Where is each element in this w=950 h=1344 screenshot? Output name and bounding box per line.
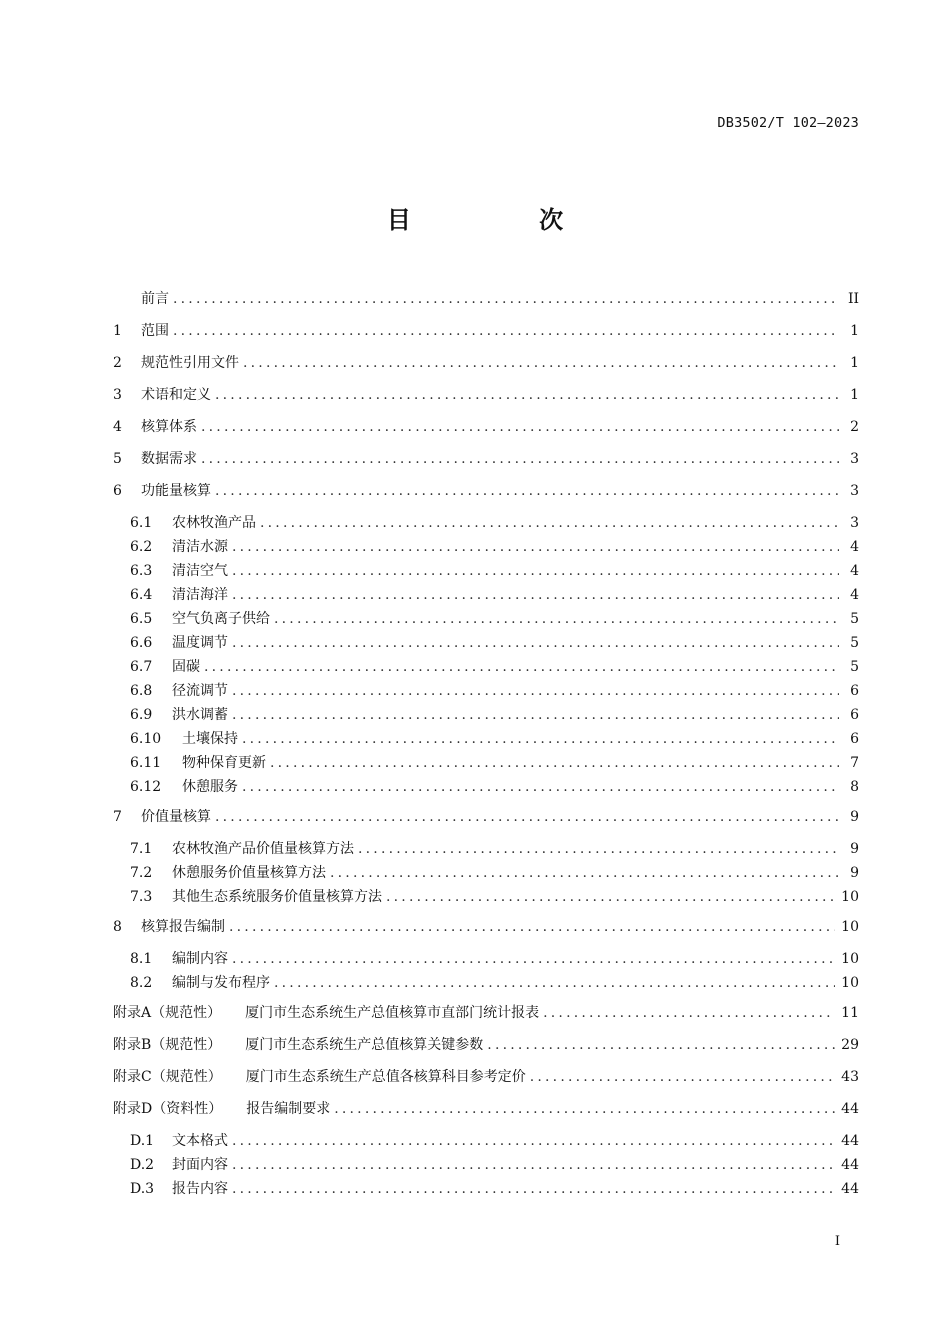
toc-entry-page: 5 [850,635,859,651]
toc-entry-number: 8.2 [130,975,153,991]
toc-entry-label: 前言 [141,291,169,307]
toc-entry-label: 报告编制要求 [246,1101,331,1117]
toc-entry-label: 编制与发布程序 [172,975,270,991]
toc-entry-label: 清洁水源 [172,539,228,555]
toc-entry-page: 10 [841,889,859,905]
toc-entry-label: 农林牧渔产品价值量核算方法 [172,841,354,857]
toc-entry-label: 厦门市生态系统生产总值各核算科目参考定价 [245,1069,526,1085]
toc-entry-label: 土壤保持 [182,731,238,747]
toc-leader-dots [243,351,839,375]
toc-leader-dots [201,415,839,439]
toc-entry-page: 44 [841,1157,859,1173]
toc-entry-number: D.2 [130,1157,155,1173]
toc-entry-label: 功能量核算 [141,483,211,499]
toc-leader-dots [330,861,839,885]
toc-entry-label: 编制内容 [172,951,228,967]
toc-entry-page: 2 [850,419,859,435]
page-number: I [834,1234,840,1249]
toc-entry-label: 休憩服务价值量核算方法 [172,865,326,881]
toc-leader-dots [270,751,839,775]
toc-entry-page: 10 [841,951,859,967]
toc-entry-annex-type: （规范性） [151,1069,222,1085]
toc-leader-dots [232,679,839,703]
toc-leader-dots [386,885,835,909]
toc-entry-page: 1 [850,323,859,339]
toc-entry-page: 8 [850,779,859,795]
toc-entry[interactable] [113,351,859,383]
toc-entry-label: 厦门市生态系统生产总值核算关键参数 [245,1037,484,1053]
toc-entry[interactable] [113,447,859,479]
toc-entry-page: 9 [850,841,859,857]
toc-entry-page: 3 [850,483,859,499]
toc-entry-label: 温度调节 [172,635,228,651]
toc-entry[interactable] [113,479,859,511]
toc-leader-dots [358,837,839,861]
toc-entry[interactable] [113,287,859,319]
toc-entry-label: 范围 [141,323,169,339]
toc-leader-dots [232,1129,835,1153]
toc-leader-dots [334,1097,835,1121]
toc-entry[interactable] [113,415,859,447]
toc-entry[interactable] [113,655,859,679]
toc-entry-number: 附录B [113,1037,152,1053]
toc-entry[interactable] [113,805,859,837]
toc-entry-page: 29 [841,1037,859,1053]
toc-entry-number: 3 [113,387,122,403]
toc-entry-label: 术语和定义 [141,387,211,403]
toc-entry[interactable] [113,775,859,799]
toc-entry-page: 9 [850,865,859,881]
toc-leader-dots [232,559,839,583]
toc-entry-label: 规范性引用文件 [141,355,239,371]
toc-entry[interactable] [113,319,859,351]
toc-entry-number: 1 [113,323,122,339]
toc-entry-number: 7 [113,809,122,825]
toc-entry-annex-type: （规范性） [151,1005,222,1021]
toc-entry-number: 6 [113,483,122,499]
toc-entry-page: 6 [850,731,859,747]
toc-entry-number: 6.10 [130,731,162,747]
toc-entry-number: 6.12 [130,779,162,795]
toc-entry-label: 清洁海洋 [172,587,228,603]
toc-leader-dots [530,1065,835,1089]
toc-entry-number: 6.7 [130,659,153,675]
toc-entry-number: D.3 [130,1181,155,1197]
toc-entry-number: 6.2 [130,539,153,555]
toc-entry[interactable] [113,885,859,909]
toc-entry[interactable] [113,1033,859,1065]
toc-entry[interactable] [113,583,859,607]
toc-entry[interactable] [113,1065,859,1097]
toc-entry-label: 洪水调蓄 [172,707,228,723]
toc-leader-dots [242,727,839,751]
toc-leader-dots [173,287,839,311]
toc-entry[interactable] [113,511,859,535]
toc-entry[interactable] [113,679,859,703]
toc-entry[interactable] [113,915,859,947]
toc-entry-page: 5 [850,611,859,627]
toc-entry-page: II [847,291,859,307]
toc-entry-page: 44 [841,1101,859,1117]
toc-entry-page: 4 [850,563,859,579]
toc-leader-dots [232,703,839,727]
toc-entry-label: 农林牧渔产品 [172,515,256,531]
toc-entry-page: 3 [850,451,859,467]
toc-entry-page: 5 [850,659,859,675]
toc-entry[interactable] [113,559,859,583]
toc-entry[interactable] [113,535,859,559]
toc-entry-label: 数据需求 [141,451,197,467]
toc-leader-dots [215,479,839,503]
toc-leader-dots [232,631,839,655]
toc-entry-number: 6.5 [130,611,153,627]
toc-entry-number: 2 [113,355,122,371]
toc-entry-number: 7.2 [130,865,153,881]
toc-entry-label: 核算报告编制 [141,919,225,935]
toc-entry-page: 11 [841,1005,859,1021]
toc-entry[interactable] [113,1153,859,1177]
toc-leader-dots [232,1153,835,1177]
toc-entry-page: 6 [850,707,859,723]
toc-entry-number: 4 [113,419,122,435]
toc-entry-page: 44 [841,1181,859,1197]
table-of-contents [113,287,859,1201]
toc-entry-number: 6.9 [130,707,153,723]
toc-entry-label: 空气负离子供给 [172,611,270,627]
toc-leader-dots [274,607,839,631]
toc-entry-label: 休憩服务 [182,779,238,795]
toc-leader-dots [232,947,835,971]
toc-entry-label: 价值量核算 [141,809,211,825]
toc-entry[interactable] [113,1129,859,1153]
toc-entry-annex-type: （资料性） [152,1101,223,1117]
toc-entry-label: 径流调节 [172,683,228,699]
toc-entry-label: 报告内容 [172,1181,228,1197]
toc-leader-dots [232,583,839,607]
toc-entry[interactable] [113,861,859,885]
toc-entry-page: 7 [850,755,859,771]
toc-leader-dots [260,511,839,535]
toc-entry-number: 附录A [113,1005,152,1021]
toc-entry[interactable] [113,751,859,775]
toc-leader-dots [201,447,839,471]
toc-entry[interactable] [113,1001,859,1033]
toc-entry-number: 6.4 [130,587,153,603]
toc-entry-number: 8 [113,919,122,935]
toc-leader-dots [487,1033,835,1057]
toc-entry-page: 10 [841,919,859,935]
toc-entry-number: D.1 [130,1133,155,1149]
toc-entry-number: 附录C [113,1069,152,1085]
toc-entry-label: 厦门市生态系统生产总值核算市直部门统计报表 [245,1005,540,1021]
toc-entry-label: 核算体系 [141,419,197,435]
toc-entry-page: 3 [850,515,859,531]
toc-entry-number: 6.11 [130,755,162,771]
toc-entry[interactable] [113,971,859,995]
toc-entry-label: 固碳 [172,659,200,675]
toc-entry-label: 其他生态系统服务价值量核算方法 [172,889,382,905]
toc-entry[interactable] [113,703,859,727]
toc-entry-page: 1 [850,387,859,403]
toc-leader-dots [215,805,839,829]
toc-leader-dots [173,319,839,343]
toc-leader-dots [232,1177,835,1201]
toc-entry-page: 4 [850,587,859,603]
toc-entry-label: 封面内容 [172,1157,228,1173]
page-title: 目 次 [386,206,624,234]
toc-entry[interactable] [113,631,859,655]
toc-leader-dots [242,775,839,799]
toc-entry-annex-type: （规范性） [151,1037,222,1053]
toc-entry[interactable] [113,727,859,751]
toc-entry-page: 1 [850,355,859,371]
toc-entry-number: 6.3 [130,563,153,579]
toc-entry-number: 8.1 [130,951,153,967]
toc-entry-page: 43 [841,1069,859,1085]
toc-entry-number: 6.8 [130,683,153,699]
toc-entry[interactable] [113,837,859,861]
toc-entry-label: 物种保育更新 [182,755,266,771]
toc-leader-dots [543,1001,835,1025]
toc-entry-label: 清洁空气 [172,563,228,579]
toc-leader-dots [204,655,839,679]
toc-entry-page: 10 [841,975,859,991]
toc-leader-dots [215,383,839,407]
toc-entry-page: 44 [841,1133,859,1149]
toc-entry-number: 7.3 [130,889,153,905]
toc-entry-number: 附录D [113,1101,153,1117]
toc-entry-page: 9 [850,809,859,825]
toc-leader-dots [232,535,839,559]
toc-entry[interactable] [113,383,859,415]
document-id: DB3502/T 102—2023 [717,115,859,131]
toc-entry[interactable] [113,1097,859,1129]
toc-leader-dots [229,915,835,939]
toc-entry-number: 6.1 [130,515,153,531]
toc-entry[interactable] [113,1177,859,1201]
toc-leader-dots [274,971,835,995]
toc-entry-number: 7.1 [130,841,153,857]
toc-entry-label: 文本格式 [172,1133,228,1149]
toc-entry-page: 6 [850,683,859,699]
toc-entry[interactable] [113,607,859,631]
toc-entry[interactable] [113,947,859,971]
toc-entry-number: 6.6 [130,635,153,651]
toc-entry-number: 5 [113,451,122,467]
toc-entry-page: 4 [850,539,859,555]
